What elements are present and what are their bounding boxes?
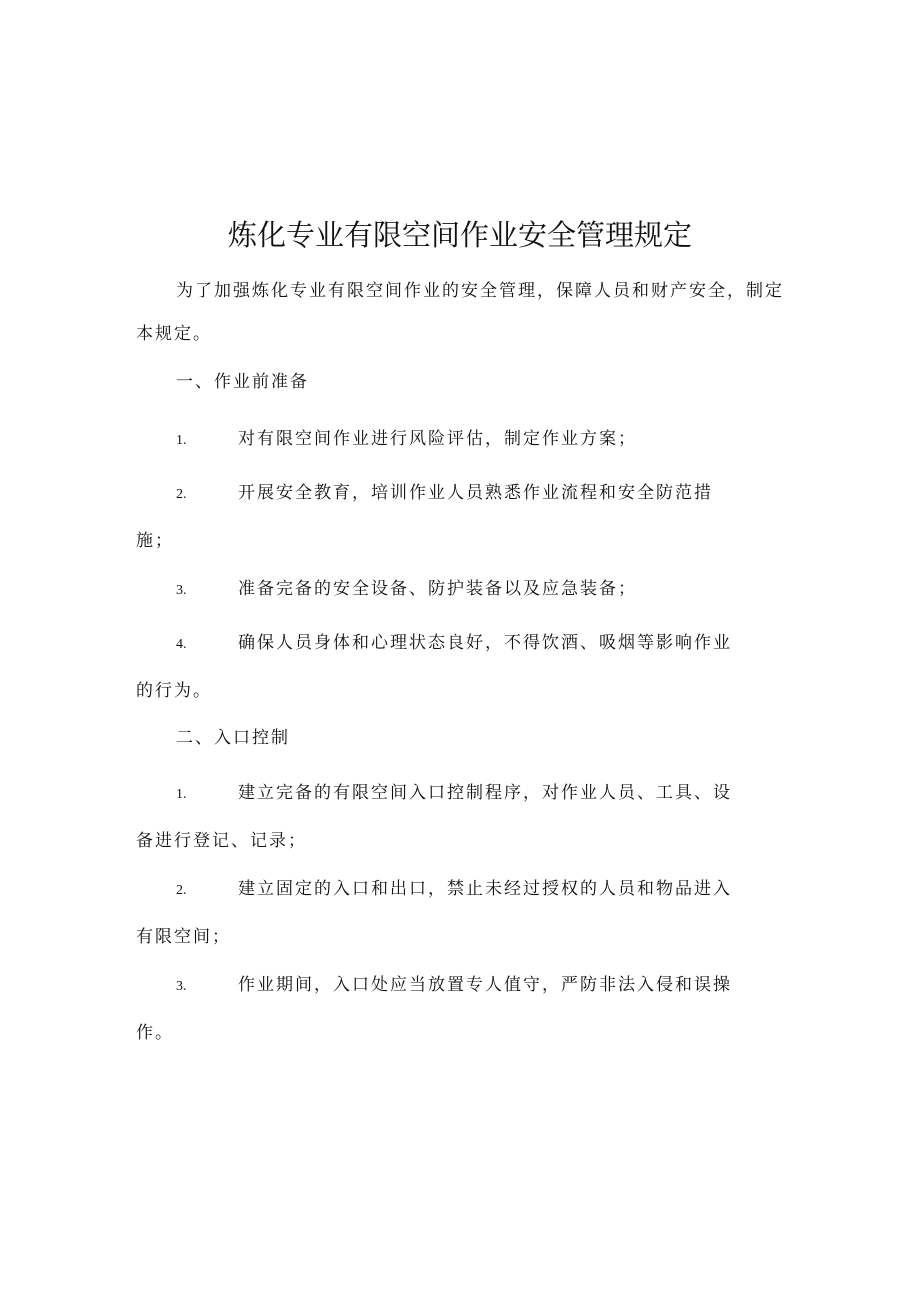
list-item-number: 2. [176, 883, 187, 898]
section-heading-preparation: 一、作业前准备 [176, 372, 309, 392]
list-item-text: 作业期间，入口处应当放置专人值守，严防非法入侵和误操作。 [136, 975, 732, 1043]
list-item [136, 770, 742, 864]
section-heading-entry-control: 二、入口控制 [176, 728, 290, 748]
list-item [136, 620, 742, 714]
document-title: 炼化专业有限空间作业安全管理规定 [227, 218, 692, 252]
list-item [136, 416, 742, 464]
list-item-text: 开展安全教育，培训作业人员熟悉作业流程和安全防范措施； [136, 483, 713, 551]
list-item [136, 962, 742, 1056]
intro-paragraph: 为了加强炼化专业有限空间作业的安全管理，保障人员和财产安全，制定本规定。 [136, 281, 784, 344]
list-item-number: 2. [176, 487, 187, 502]
list-item-number: 4. [176, 637, 187, 652]
list-item-number: 3. [176, 583, 187, 598]
list-item [136, 866, 742, 960]
list-item-text: 建立完备的有限空间入口控制程序，对作业人员、工具、设备进行登记、记录； [136, 783, 732, 851]
list-item-text: 建立固定的入口和出口，禁止未经过授权的人员和物品进入有限空间； [136, 879, 732, 947]
list-item-number: 1. [176, 433, 187, 448]
list-item [136, 470, 742, 564]
list-item-number: 1. [176, 787, 187, 802]
list-item-text: 准备完备的安全设备、防护装备以及应急装备； [238, 579, 637, 599]
list-item-text: 对有限空间作业进行风险评估，制定作业方案； [238, 429, 637, 449]
list-item [136, 566, 742, 614]
list-item-text: 确保人员身体和心理状态良好，不得饮酒、吸烟等影响作业的行为。 [136, 633, 732, 701]
list-item-number: 3. [176, 979, 187, 994]
